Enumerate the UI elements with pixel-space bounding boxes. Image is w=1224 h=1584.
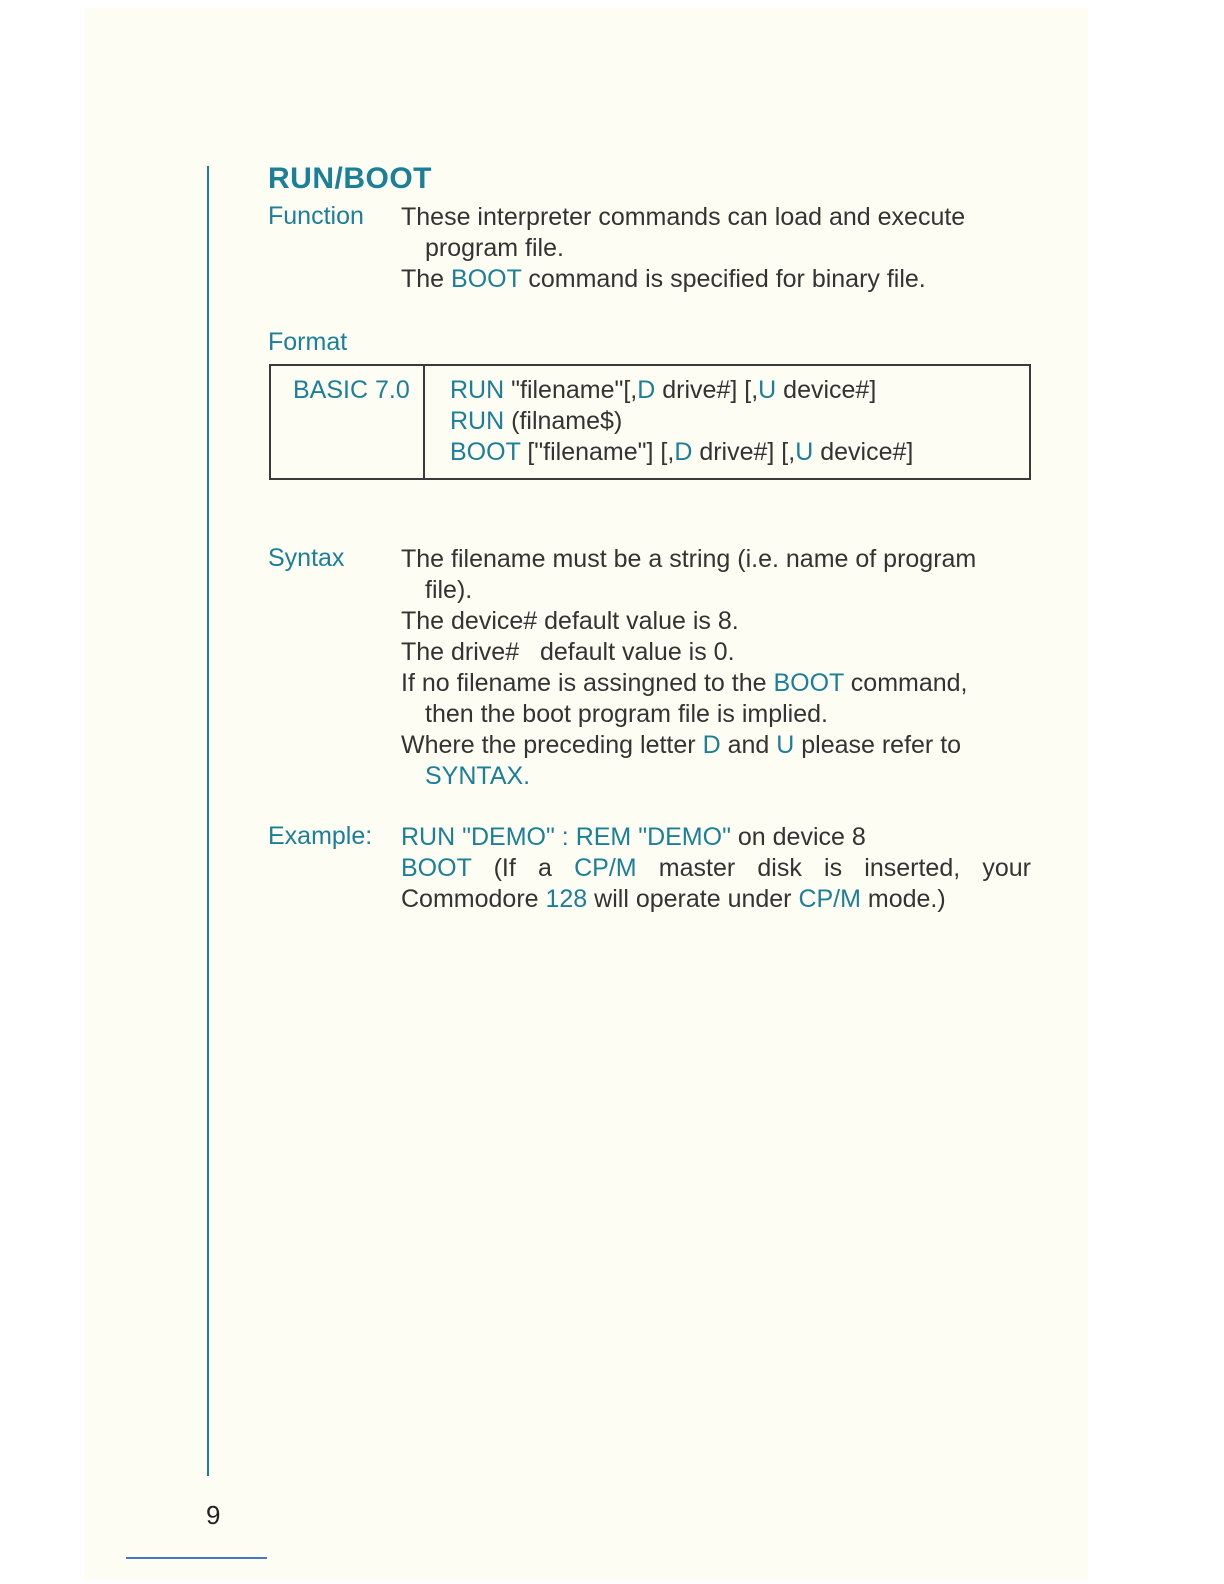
keyword-u: U xyxy=(795,438,814,466)
syntax-line-2: file). xyxy=(425,576,473,604)
text-span: command, xyxy=(843,669,968,697)
text-span: master disk is inserted, your xyxy=(636,854,1031,882)
keyword-cpm: CP/M xyxy=(798,885,861,913)
footer-underline xyxy=(126,1557,267,1559)
format-syntax-lines xyxy=(450,375,913,468)
text-span: (If a xyxy=(471,854,575,882)
text-span: on device 8 xyxy=(730,823,866,851)
page-number: 9 xyxy=(206,1500,221,1530)
text-span: will operate under xyxy=(587,885,799,913)
syntax-line-1: The filename must be a string (i.e. name of program xyxy=(401,545,977,573)
text-span: drive#] [, xyxy=(692,438,796,466)
keyword-u: U xyxy=(758,376,777,404)
syntax-line-6: then the boot program file is implied. xyxy=(425,700,828,728)
keyword-cpm: CP/M xyxy=(574,854,637,882)
syntax-line-7 xyxy=(401,730,1031,761)
example-code: RUN "DEMO" : REM "DEMO" xyxy=(401,823,731,851)
text-span: The xyxy=(401,265,452,293)
text-span: (filname$) xyxy=(504,407,623,435)
text-span: Commodore xyxy=(401,885,546,913)
example-label: Example: xyxy=(268,822,373,850)
text-span: device#] xyxy=(813,438,914,466)
keyword-run: RUN xyxy=(450,407,505,435)
syntax-description xyxy=(401,544,1031,792)
keyword-boot: BOOT xyxy=(401,854,472,882)
format-version: BASIC 7.0 xyxy=(293,376,410,404)
format-label: Format xyxy=(268,328,348,356)
syntax-label: Syntax xyxy=(268,544,345,572)
function-line-3 xyxy=(401,264,1031,295)
keyword-boot: BOOT xyxy=(450,438,521,466)
text-span: and xyxy=(720,731,777,759)
keyword-128: 128 xyxy=(545,885,588,913)
keyword-d: D xyxy=(674,438,693,466)
function-line-2: program file. xyxy=(425,234,564,262)
text-span: please refer to xyxy=(794,731,962,759)
text-span: Where the preceding letter xyxy=(401,731,703,759)
format-line-2 xyxy=(450,406,913,437)
syntax-line-8: SYNTAX. xyxy=(425,762,531,790)
syntax-line-4: The drive# default value is 0. xyxy=(401,638,735,666)
keyword-d: D xyxy=(637,376,656,404)
keyword-run: RUN xyxy=(450,376,505,404)
text-span: "filename"[, xyxy=(504,376,638,404)
keyword-u: U xyxy=(776,731,795,759)
example-description xyxy=(401,822,1031,915)
function-label: Function xyxy=(268,202,364,230)
page-title: RUN/BOOT xyxy=(268,162,432,195)
keyword-boot: BOOT xyxy=(451,265,522,293)
format-line-3 xyxy=(450,437,913,468)
text-span: mode.) xyxy=(860,885,946,913)
function-line-1: These interpreter commands can load and execute xyxy=(401,203,966,231)
format-line-1 xyxy=(450,375,913,406)
text-span: command is specified for binary file. xyxy=(521,265,926,293)
margin-rule xyxy=(207,166,209,1476)
keyword-boot: BOOT xyxy=(773,669,844,697)
text-span: ["filename"] [, xyxy=(520,438,675,466)
example-line-2-3 xyxy=(401,853,1031,915)
text-span: drive#] [, xyxy=(655,376,759,404)
function-description xyxy=(401,202,1031,295)
syntax-line-5 xyxy=(401,668,1031,699)
format-divider xyxy=(423,366,425,478)
format-table xyxy=(269,364,1031,480)
text-span: device#] xyxy=(776,376,877,404)
keyword-d: D xyxy=(702,731,721,759)
example-line-1 xyxy=(401,822,1031,853)
syntax-line-3: The device# default value is 8. xyxy=(401,607,739,635)
text-span: If no filename is assingned to the xyxy=(401,669,774,697)
